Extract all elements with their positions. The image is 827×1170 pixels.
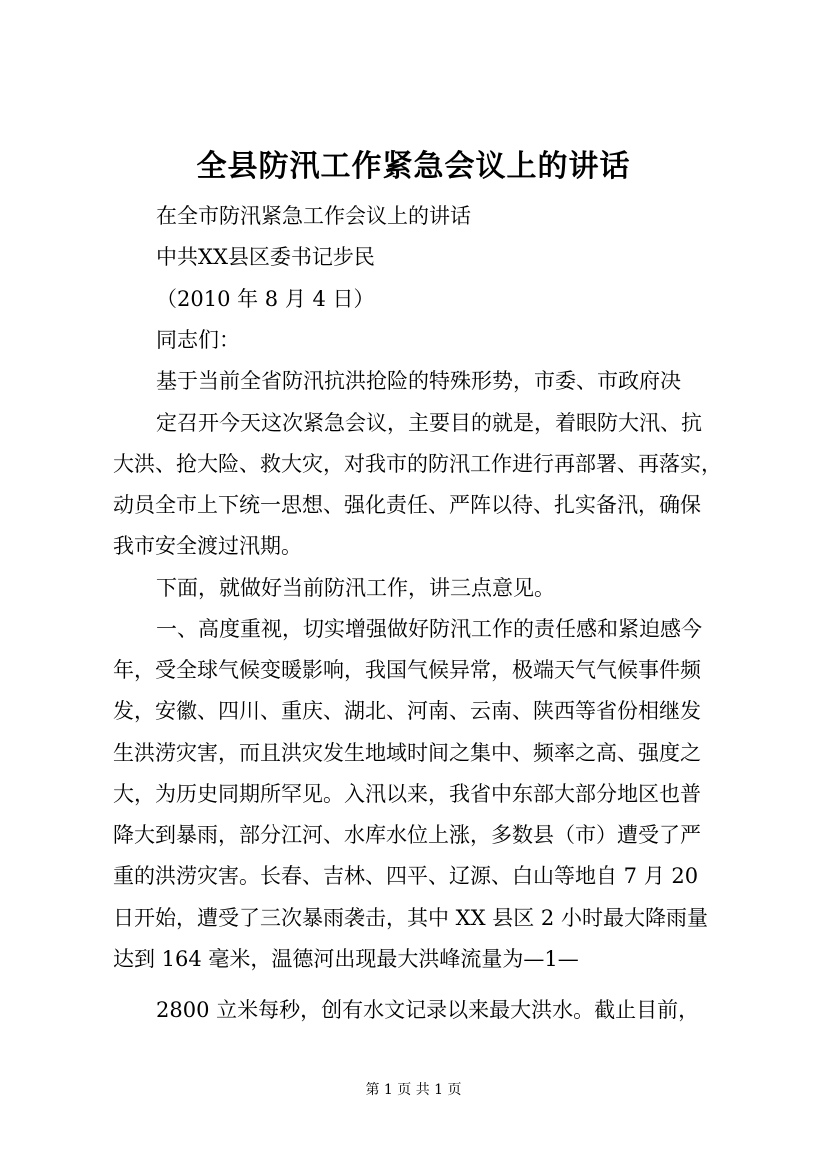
body-line: 生洪涝灾害，而且洪灾发生地域时间之集中、频率之高、强度之 [113, 741, 701, 765]
date-line: （2010 年 8 月 4 日） [156, 287, 375, 311]
subtitle-line: 在全市防汛紧急工作会议上的讲话 [156, 204, 471, 228]
body-line: 达到 164 毫米，温德河出现最大洪峰流量为—1— [113, 947, 579, 971]
body-line: 我市安全渡过汛期。 [113, 534, 302, 558]
body-line: 重的洪涝灾害。长春、吉林、四平、辽源、白山等地自 7 月 20 [113, 864, 699, 888]
body-line: 2800 立米每秒，创有水文记录以来最大洪水。截止目前， [156, 998, 700, 1022]
section-heading-line: 一、高度重视，切实增强做好防汛工作的责任感和紧迫感今 [156, 617, 702, 641]
document-title: 全县防汛工作紧急会议上的讲话 [196, 149, 631, 184]
body-line: 定召开今天这次紧急会议，主要目的就是，着眼防大汛、抗 [156, 411, 702, 435]
body-line: 降大到暴雨，部分江河、水库水位上涨，多数县（市）遭受了严 [113, 823, 701, 847]
body-line: 基于当前全省防汛抗洪抢险的特殊形势，市委、市政府决 [156, 369, 681, 393]
author-line: 中共XX县区委书记步民 [156, 245, 375, 269]
body-line: 日开始，遭受了三次暴雨袭击，其中 XX 县区 2 小时最大降雨量 [113, 906, 708, 930]
salutation-line: 同志们： [156, 328, 240, 352]
body-line: 大洪、抢大险、救大灾，对我市的防汛工作进行再部署、再落实， [113, 452, 722, 476]
body-line: 年，受全球气候变暖影响，我国气候异常，极端天气气候事件频 [113, 658, 701, 682]
body-line: 大，为历史同期所罕见。入汛以来，我省中东部大部分地区也普 [113, 782, 701, 806]
page-number-footer: 第 1 页 共 1 页 [365, 1082, 462, 1098]
body-line: 动员全市上下统一思想、强化责任、严阵以待、扎实备汛，确保 [113, 493, 701, 517]
body-line: 发，安徽、四川、重庆、湖北、河南、云南、陕西等省份相继发 [113, 699, 701, 723]
body-line: 下面，就做好当前防汛工作，讲三点意见。 [156, 576, 555, 600]
